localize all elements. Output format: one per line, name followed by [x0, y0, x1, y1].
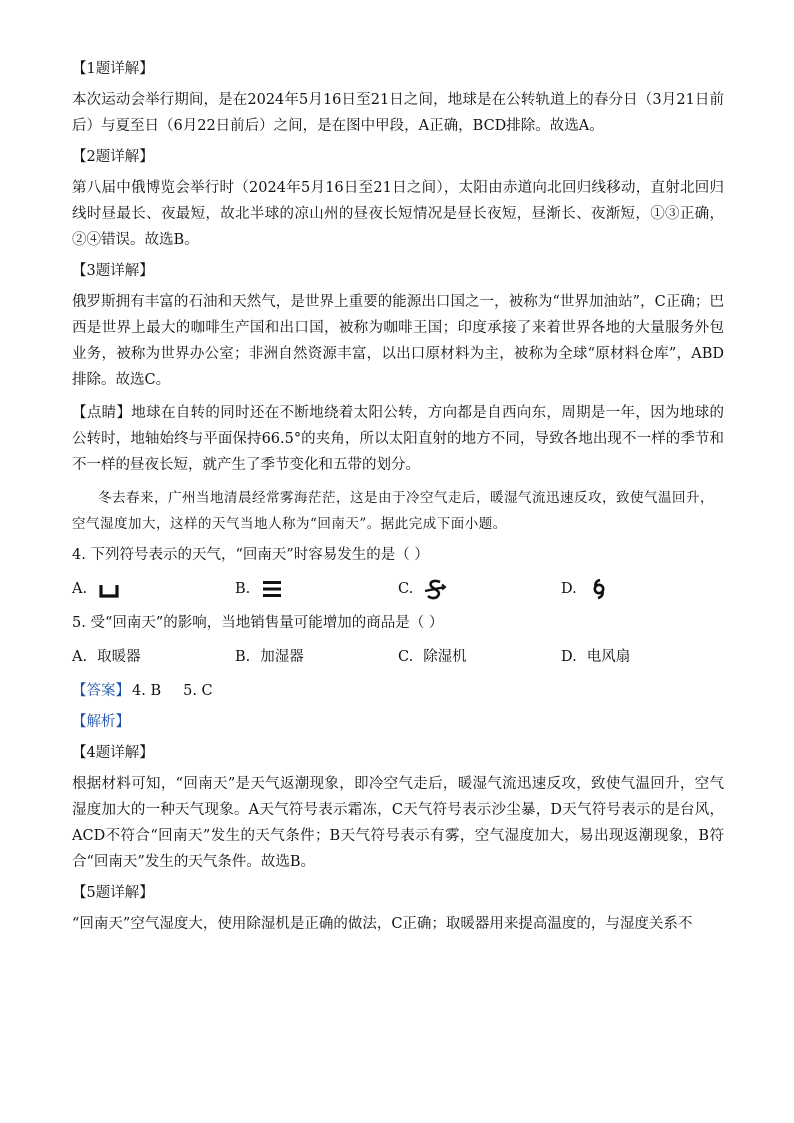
- option-label: B.: [235, 649, 251, 665]
- section-text: 根据材料可知，“回南天”是天气返潮现象，即冷空气走后，暖湿气流迅速反攻，致使气温回升，空气湿度加大的一种天气现象。A天气符号表示霜冻，C天气符号表示沙尘暴，D天气符号表示的是台风，ACD不符合“回南天”发生的天气条件；B天气符号表示有雾，空气湿度加大，易出现返潮现象，B符合“回南天”发生的天气条件。故选B。: [72, 776, 724, 870]
- option-c[interactable]: [398, 576, 561, 602]
- option-label: D.: [561, 581, 577, 597]
- option-text: 加湿器: [260, 649, 304, 665]
- option-a[interactable]: [72, 576, 235, 602]
- note-paragraph: 【点睛】地球在自转的同时还在不断地绕着太阳公转，方向都是自西向东，周期是一年，因为地球的公转时，地轴始终与平面保持66.5°的夹角，所以太阳直射的地方不同，导致各地出现不一样的季节和不一样的昼夜长短，就产生了季节变化和五带的划分。: [72, 405, 724, 473]
- question-5-options: [72, 644, 724, 670]
- section-text: “回南天”空气湿度大，使用除湿机是正确的做法，C正确；取暖器用来提高温度的，与湿度关系不: [72, 916, 693, 932]
- option-b[interactable]: [235, 644, 398, 670]
- sandstorm-symbol-icon: [423, 577, 447, 601]
- option-label: C.: [398, 581, 414, 597]
- answer-4: 4. B: [132, 683, 162, 699]
- typhoon-symbol-icon: [587, 577, 611, 601]
- material-passage: 冬去春来，广州当地清晨经常雾海茫茫，这是由于冷空气走后，暖湿气流迅速反攻，致使气温回升，空气湿度加大，这样的天气当地人称为“回南天”。据此完成下面小题。: [72, 490, 714, 532]
- section-heading: 【2题详解】: [72, 149, 154, 165]
- option-d[interactable]: [561, 644, 724, 670]
- option-label: D.: [561, 649, 577, 665]
- option-label: B.: [235, 581, 251, 597]
- option-text: 除湿机: [423, 649, 467, 665]
- option-text: 取暖器: [97, 649, 141, 665]
- option-b[interactable]: [235, 576, 398, 602]
- analysis-heading: 【解析】: [72, 714, 130, 730]
- frost-symbol-icon: [97, 577, 121, 601]
- section-text: 本次运动会举行期间，是在2024年5月16日至21日之间，地球是在公转轨道上的春分日（3月21日前后）与夏至日（6月22日前后）之间，是在图中甲段，A正确，BCD排除。故选A。: [72, 92, 724, 134]
- section-text: 俄罗斯拥有丰富的石油和天然气，是世界上重要的能源出口国之一，被称为“世界加油站”，C正确；巴西是世界上最大的咖啡生产国和出口国，被称为咖啡王国；印度承接了来着世界各地的大量服务外包业务，被称为世界办公室；非洲自然资源丰富，以出口原材料为主，被称为全球“原材料仓库”，ABD排除。故选C。: [72, 294, 724, 388]
- question-4-stem: 4. 下列符号表示的天气，“回南天”时容易发生的是（ ）: [72, 547, 429, 563]
- answer-tag: 【答案】: [72, 683, 130, 699]
- answer-5: 5. C: [183, 683, 213, 699]
- option-label: C.: [398, 649, 414, 665]
- section-heading: 【3题详解】: [72, 263, 154, 279]
- question-5-stem: 5. 受“回南天”的影响，当地销售量可能增加的商品是（ ）: [72, 615, 444, 631]
- answer-line: [72, 680, 724, 702]
- option-label: A.: [72, 581, 88, 597]
- option-label: A.: [72, 649, 88, 665]
- option-a[interactable]: [72, 644, 235, 670]
- fog-symbol-icon: [260, 577, 284, 601]
- option-text: 电风扇: [586, 649, 631, 665]
- section-text: 第八届中俄博览会举行时（2024年5月16日至21日之间），太阳由赤道向北回归线移动，直射北回归线时昼最长、夜最短，故北半球的凉山州的昼夜长短情况是昼长夜短，昼渐长、夜渐短，①③正确，②④错误。故选B。: [72, 180, 724, 248]
- question-4-options: [72, 576, 724, 602]
- section-heading: 【1题详解】: [72, 61, 154, 77]
- section-heading: 【4题详解】: [72, 745, 154, 761]
- option-c[interactable]: [398, 644, 561, 670]
- document-page: [72, 58, 724, 944]
- option-d[interactable]: [561, 576, 724, 602]
- section-heading: 【5题详解】: [72, 885, 154, 901]
